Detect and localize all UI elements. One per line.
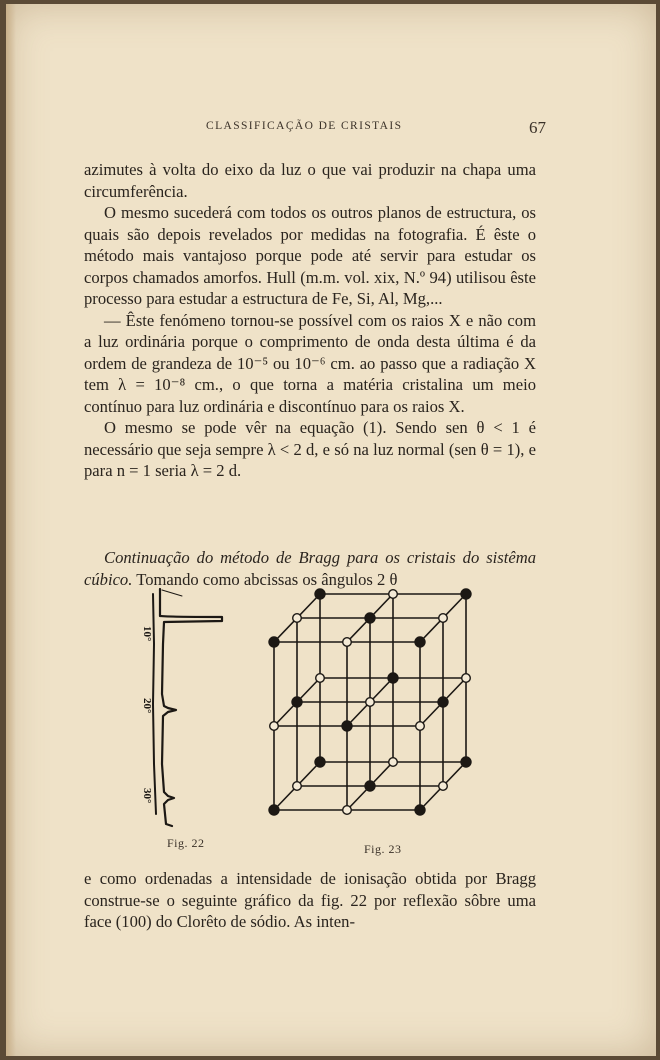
lattice-ion-filled-2 [315,589,325,599]
lattice-edge-2 [274,762,320,810]
fig22-tick-30: 30° [141,788,153,804]
lattice-ion-filled-18 [269,805,279,815]
body-text-bragg [84,547,536,590]
lattice-ion-filled-16 [438,697,448,707]
lattice-ion-filled-20 [269,637,279,647]
lattice-ion-open-23 [343,638,352,647]
paragraph-ordenadas: e como ordenadas a intensidade de ionisação obtida por Bragg construe-se o seguinte gráfico da fig. 22 por reflexão sôbre uma face (100) do Clorêto de sódio. As inten- [84,869,536,931]
fig22-spectrum [153,589,222,826]
fig22-trace [160,589,222,826]
lattice-ion-open-13 [366,698,375,707]
fig22-tick-10: 10° [141,626,153,642]
lattice-ion-filled-14 [365,613,375,623]
lattice-ion-filled-8 [461,589,471,599]
paragraph-fenomeno: — Êste fenómeno tornou-se possível com os raios X e não com a luz ordinária porque o comprimento de onda desta última é da ordem de grandeza de 10⁻⁵ ou 10⁻⁶ cm. ao passo que a radiação X tem λ = 10⁻⁸ cm., o que torna a matéria cristalina um meio contínuo para luz ordinária e discontínuo para os raios X. [84,310,536,416]
paragraph-azimutes: azimutes à volta do eixo da luz o que vai produzir na chapa uma circumferência. [84,160,536,201]
running-title: CLASSIFICAÇÃO DE CRISTAIS [206,120,403,132]
fig22-axis-line [153,594,156,814]
paragraph-bragg-rest: Tomando como abcissas os ângulos 2 θ [132,569,398,589]
body-text-top [84,159,536,482]
lattice-ion-open-21 [343,806,352,815]
paragraph-equacao: O mesmo se pode vêr na equação (1). Sendo sen θ < 1 é necessário que seja sempre λ < 2 d, e só na luz normal (sen θ = 1), e para n = 1 seria λ = 2 d. [84,418,536,480]
lattice-ion-filled-0 [315,757,325,767]
lattice-ion-filled-22 [342,721,352,731]
lattice-edge-5 [274,678,320,726]
lattice-ion-filled-4 [388,673,398,683]
lattice-ion-open-5 [389,590,398,599]
lattice-ion-filled-12 [365,781,375,791]
lattice-ion-filled-10 [292,697,302,707]
lattice-ion-open-15 [439,782,448,791]
lattice-ion-filled-6 [461,757,471,767]
lattice-edge-23 [420,678,466,726]
page-number: 67 [529,118,546,137]
lattice-edge-26 [420,594,466,642]
fig23-lattice [269,589,471,815]
lattice-edge-14 [347,678,393,726]
lattice-ion-open-1 [316,674,325,683]
lattice-ion-open-3 [389,758,398,767]
lattice-ion-filled-26 [415,637,425,647]
lattice-ion-open-17 [439,614,448,623]
paragraph-mesmo-sucedera: O mesmo sucederá com todos os outros planos de estructura, os quais são depois revelados por medidas na fotografia. É êste o método mais vantajoso porque pode até servir para estudar os corpos chamados amorfos. Hull (m.m. vol. xix, N.º 94) utilisou êste processo para estudar a estructura de Fe, Si, Al, Mg,... [84,203,536,308]
lattice-edge-17 [347,594,393,642]
page-header [206,120,546,140]
fig23-caption: Fig. 23 [364,842,402,856]
fig22-top-stub [162,590,182,596]
lattice-ion-open-19 [270,722,279,731]
fig22-caption: Fig. 22 [167,836,205,850]
lattice-edge-8 [274,594,320,642]
book-page [6,4,656,1056]
section-heading-italic: Continuação do método de Bragg para os cristais do sistêma cúbico. [84,548,536,589]
lattice-ion-open-25 [416,722,425,731]
paragraph-bragg-continuation [84,547,536,590]
lattice-edge-20 [420,762,466,810]
page-edge-shadow [6,4,16,1056]
body-text-bottom [84,868,536,933]
lattice-edge-11 [347,762,393,810]
lattice-ion-open-11 [293,614,302,623]
lattice-ion-open-7 [462,674,471,683]
lattice-ion-filled-24 [415,805,425,815]
fig22-tick-20: 20° [141,698,153,714]
lattice-ion-open-9 [293,782,302,791]
